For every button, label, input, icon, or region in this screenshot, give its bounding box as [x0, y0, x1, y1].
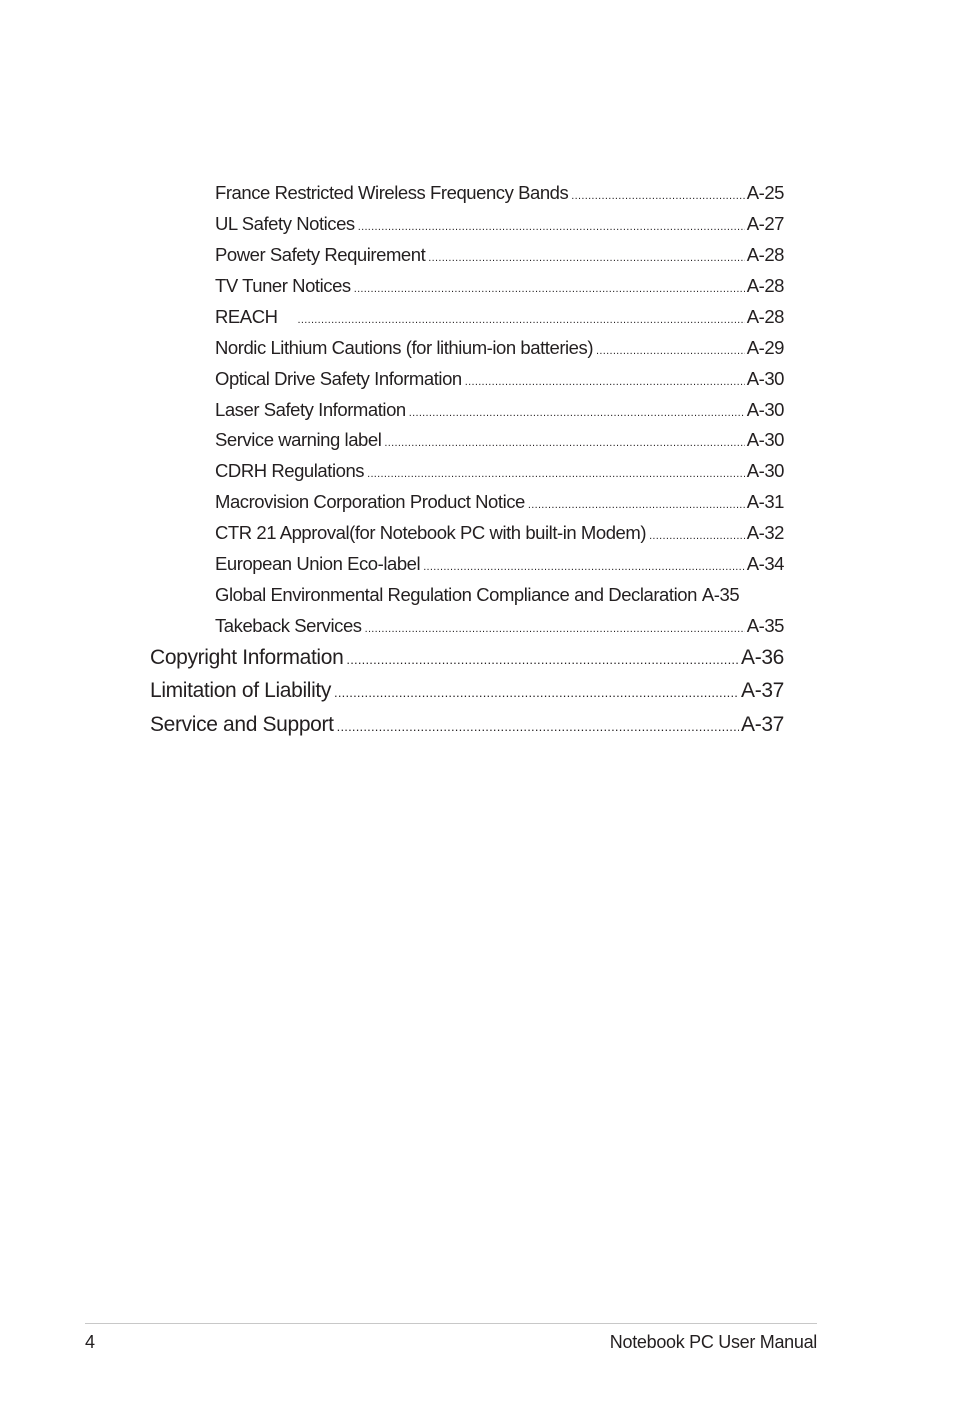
toc-dot-leader [409, 407, 745, 419]
toc-entry-title: Nordic Lithium Cautions (for lithium-ion batteries) [215, 337, 594, 358]
toc-entry-page: A-28 [746, 244, 784, 265]
toc-entry-title: Laser Safety Information [215, 399, 406, 420]
toc-entry-macrovision-notice[interactable] [215, 491, 784, 517]
footer-page-number: 4 [85, 1332, 96, 1352]
footer-manual-title: Notebook PC User Manual [609, 1332, 817, 1352]
toc-entry-nordic-lithium-cautions[interactable] [215, 337, 784, 363]
toc-entry-title: Service and Support [150, 713, 334, 736]
toc-entry-global-environmental-regulation[interactable] [215, 584, 739, 610]
toc-entry-copyright-information[interactable] [150, 646, 784, 676]
toc-entry-title: CTR 21 Approval(for Notebook PC with built-in Modem) [215, 522, 647, 543]
toc-entry-page: A-28 [746, 306, 784, 327]
toc-entry-optical-drive-safety[interactable] [215, 368, 784, 394]
toc-entry-title: European Union Eco-label [215, 553, 421, 574]
toc-entry-france-restricted-wireless[interactable] [215, 182, 784, 208]
toc-entry-page: A-25 [746, 182, 784, 203]
toc-dot-leader [596, 345, 745, 357]
toc-entry-ul-safety-notices[interactable] [215, 213, 784, 239]
toc-entry-title: Power Safety Requirement [215, 244, 426, 265]
footer-divider [85, 1323, 817, 1324]
toc-entry-reach[interactable] [215, 306, 784, 332]
toc-entry-service-and-support[interactable] [150, 713, 784, 743]
toc-entry-laser-safety[interactable] [215, 399, 784, 425]
toc-dot-leader [528, 499, 745, 511]
toc-entry-takeback-services[interactable] [215, 615, 784, 641]
toc-entry-service-warning-label[interactable] [215, 429, 784, 455]
toc-dot-leader [428, 252, 744, 264]
toc-entry-page: A-31 [746, 491, 784, 512]
toc-entry-page: A-37 [741, 713, 784, 736]
toc-entry-page: A-35 [746, 615, 784, 636]
toc-entry-title: Copyright Information [150, 646, 344, 669]
toc-entry-page: A-28 [746, 275, 784, 296]
toc-dot-leader [334, 685, 739, 700]
toc-entry-page: A-29 [746, 337, 784, 358]
toc-entry-page: A-34 [746, 553, 784, 574]
toc-entry-page: A-36 [741, 646, 784, 669]
toc-dot-leader [337, 719, 739, 734]
toc-entry-page: A-30 [746, 460, 784, 481]
toc-dot-leader [571, 190, 744, 202]
toc-entry-power-safety-requirement[interactable] [215, 244, 784, 270]
toc-entry-limitation-of-liability[interactable] [150, 679, 784, 709]
toc-dot-leader [367, 468, 745, 480]
toc-entry-title: UL Safety Notices [215, 213, 355, 234]
toc-dot-leader [298, 314, 745, 326]
toc-entry-page: A-27 [746, 213, 784, 234]
toc-dot-leader [423, 561, 745, 573]
toc-entry-page: A-30 [746, 399, 784, 420]
toc-entry-title: Limitation of Liability [150, 679, 332, 702]
toc-dot-leader [354, 283, 745, 295]
toc-entry-title: Service warning label [215, 429, 382, 450]
toc-entry-page: A-30 [746, 368, 784, 389]
toc-entry-title: Takeback Services [215, 615, 362, 636]
toc-dot-leader [346, 652, 739, 667]
toc-entry-eu-eco-label[interactable] [215, 553, 784, 579]
toc-entry-cdrh-regulations[interactable] [215, 460, 784, 486]
toc-entry-title: Optical Drive Safety Information [215, 368, 462, 389]
toc-entry-title: CDRH Regulations [215, 460, 365, 481]
toc-entry-title: TV Tuner Notices [215, 275, 351, 296]
toc-dot-leader [358, 221, 745, 233]
toc-entry-page: A-35 [701, 584, 740, 605]
toc-dot-leader [384, 437, 744, 449]
toc-entry-title: France Restricted Wireless Frequency Bands [215, 182, 569, 203]
toc-dot-leader [465, 376, 745, 388]
toc-entry-page: A-30 [746, 429, 784, 450]
toc-entry-title: Macrovision Corporation Product Notice [215, 491, 525, 512]
toc-entry-ctr21-approval[interactable] [215, 522, 784, 548]
toc-dot-leader [365, 623, 745, 635]
toc-dot-leader [649, 530, 745, 542]
toc-entry-page: A-32 [746, 522, 784, 543]
toc-entry-title: Global Environmental Regulation Compliance and Declaration [215, 584, 697, 605]
toc-entry-tv-tuner-notices[interactable] [215, 275, 784, 301]
toc-entry-title: REACH [215, 306, 278, 327]
toc-entry-page: A-37 [741, 679, 784, 702]
